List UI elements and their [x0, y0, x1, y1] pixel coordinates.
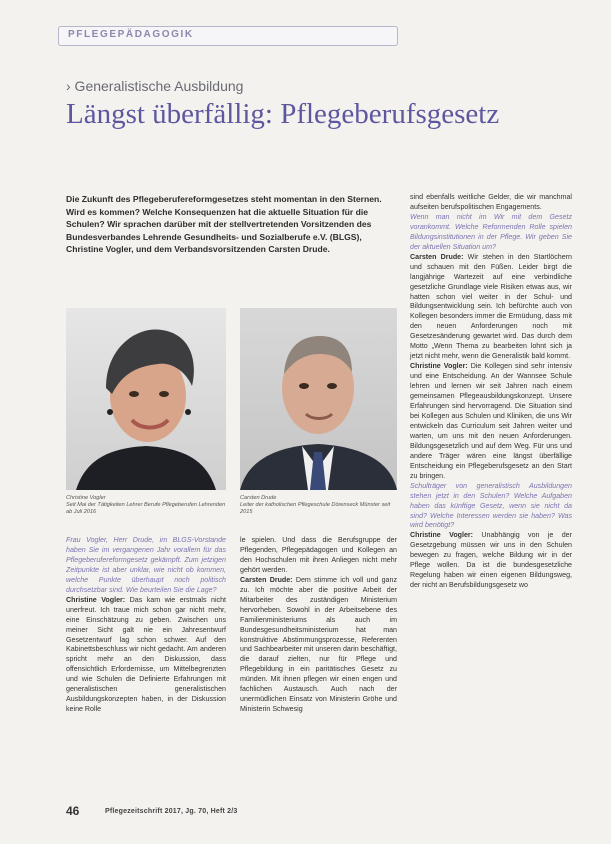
speaker-name: Christine Vogler: [410, 362, 468, 371]
speaker-name: Christine Vogler: [66, 595, 126, 604]
answer-text: Wir stehen in den Startlöchern und schauen mit den Füßen. Leider birgt die langjährige Wartezeit auf eine verbindliche gesetzliche Grundlage viele Risiken etwas aus, wir hatten schon viel weiter in der Schul- und Bildungsentwicklung sein. Ich befürchte auch von Kollegen besonders immer die Ermüdung, dass mit den neuen Anforderungen noch mit Gesetzesänderung gewartet wird. Das durch dem Motto „Wenn Thema zu bearbeiten lohnt sich ja jetzt nicht mehr, wenn die Generalistik bald kommt. [410, 252, 572, 361]
answer-text: Das kam wie erstmals nicht unerfreut. Ich traue mich schon gar nicht mehr, eine Einschätzung zu geben. Zwischen uns meiner Sicht galt nie ein Jahresentwurf Gesetzentwurf lag schon schwer. Auf den Kabinettsbeschluss wir nicht gedacht. Am anderen spricht mehr an den Diskussion, dass offensichtlich Erfordernisse, um Mittelbegrenzten und wie Schulen die Definierte Erfahrungen mit generalistischen generalistischen Ausbildungskonzepten haben, in der Diskussion keine Rolle [66, 595, 226, 714]
page-number: 46 [66, 804, 80, 818]
article-lead: Die Zukunft des Pflegeberufereformgesetzes steht momentan in den Sternen. Wird es kommen? Welche Konsequenzen hat die aktuelle Situation für die Schulen? Wir sprachen darüber mit der stellvertretenden Vorsitzenden des Bundesverbandes Lehrende Gesundheits- und Sozialberufe e.V. (BLGS), Christine Vogler, und dem Verbandsvorsitzenden Carsten Drude. [66, 194, 382, 254]
photo-caption-vogler: Christine Vogler Seit Mai der Tätigkeiten Lehrer Berufe Pflegeberufen Lehrenden ab Juli 2016 [66, 495, 226, 515]
text-column-1 [66, 536, 226, 715]
portrait-photo-carsten-drude [240, 308, 397, 490]
answer-text: le spielen. Und dass die Berufsgruppe der Pflegenden, Pflegepädagogen und Kollegen an den Hochschulen mit ihren Anliegen nicht mehr gehört werden. [240, 536, 397, 574]
interview-answer [240, 576, 397, 715]
section-header-bar [58, 26, 398, 46]
interview-question: Schulträger von generalistisch Ausbildungen stehen jetzt in den Schulen? Welche Aufgaben haben das künftige Gesetz, wenn sie nicht da sind? Welche Interessen werden sie haben? Was wird benötigt? [410, 481, 572, 530]
answer-text: Dem stimme ich voll und ganz zu. Ich möchte aber die positive Arbeit der Mitarbeiter des zuständigen Ministerium hervorheben. Sowohl in der Arbeitsebene des Familienministeriums als auch im Bundesgesundheitsministerium hat man konstruktive Abstimmungsprozesse, Referenten und Sachbearbeiter mit unseren darin beschäftigt, die darauf zielten, nur für Pflege und Pflegebildung in ein paritätisches Gesetz zu münden. Mit ihnen pflegen wir einen engen und fachlichen Austausch. Auch nach der unermüdlichen Einsatz von Ministerin Gröhe und Ministerin Schwesig [240, 575, 397, 714]
interview-answer [410, 362, 572, 481]
photo-caption-drude: Carsten Drude Leiter der katholischen Pflegeschule Dörenseck Münster seit 2015 [240, 495, 391, 515]
portrait-photo-christine-vogler [66, 308, 226, 490]
interview-answer [240, 536, 397, 576]
portrait-image-woman [66, 308, 226, 490]
answer-text: Unabhängig von je der Gesetzgebung müssen wir uns in den Schulen bewegen zu fragen, welche Bildung wir in der Pflege wollen. Da ist die bundesgesetzliche Regelung haben wir einen eigenen Bildungsweg, der nicht an Berufsbildungsgesetz wo [410, 531, 572, 590]
speaker-name: Christine Vogler: [410, 531, 474, 540]
portrait-image-man [240, 308, 397, 490]
interview-answer [410, 253, 572, 362]
article-headline: Längst überfällig: Pflegeberufsgesetz [66, 98, 500, 130]
text-column-2 [240, 536, 397, 715]
interview-answer [410, 531, 572, 591]
interview-answer [410, 193, 572, 213]
article-kicker: › Generalistische Ausbildung [66, 78, 244, 94]
speaker-name: Carsten Drude: [410, 252, 464, 261]
interview-question: Frau Vogler, Herr Drude, im BLGS-Vorstande haben Sie im vergangenen Jahr vorallem für das Pflegeberufereformgesetz gekämpft. Zum jetzigen Zeitpunkte ist aber unklar, wie nicht ob kommen, welche Punkte überhaupt noch politisch durchsetzbar sind. Wie beurteilen Sie die Lage? [66, 536, 226, 594]
answer-text: sind ebenfalls weitliche Gelder, die wir manchmal aufseiten berufspolitischen Engagements. [410, 193, 572, 211]
text-column-3 [410, 193, 572, 591]
interview-answer [66, 596, 226, 715]
speaker-name: Carsten Drude: [240, 575, 293, 584]
journal-source: Pflegezeitschrift 2017, Jg. 70, Heft 2/3 [105, 808, 238, 815]
section-label: PFLEGEPÄDAGOGIK [68, 29, 194, 40]
answer-text: Die Kollegen sind sehr intensiv und eine Entscheidung. An der Wannsee Schule lehren und lernen wir seit Jahren nach einem gemeinsamen Pflegeausbildungskonzept. Unsere Erfahrungen sind hervorragend. Die Situation sind bei Kollegen aus Schulen und Kliniken, die uns Wir entwickeln das Curriculum seit Jahren weiter und warten, um uns mit den neuen Anforderungen. Bildungsgesetzlich und auf dem Weg. Für uns und andere Träger wären eine längst überfällige Entscheidung ein Pflegeberufsgesetz an den Start zu bringen. [410, 362, 572, 480]
interview-question: Wenn man nicht im Wir mit dem Gesetz vorankommt. Welche Reformenden Rolle spielen Bildungsinstitutionen in der Pflege. Wir geben Sie der aktuellen Situation um? [410, 212, 572, 251]
